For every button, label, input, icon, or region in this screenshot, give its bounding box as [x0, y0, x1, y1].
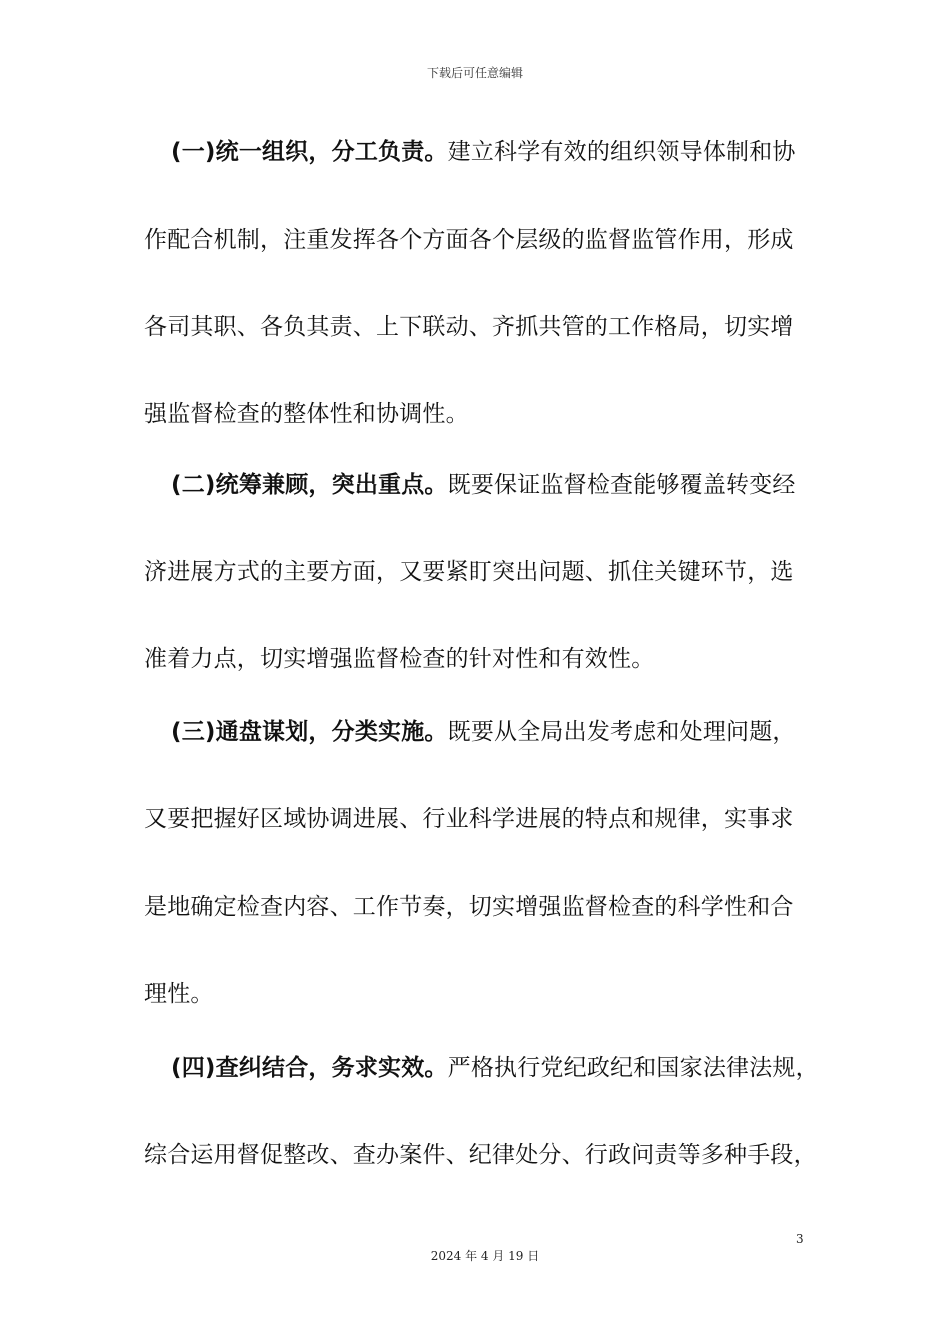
paragraph-4-line-2: 综合运用督促整改、查办案件、纪律处分、行政问责等多种手段，	[144, 1142, 817, 1168]
paragraph-3-line-2: 又要把握好区域协调进展、行业科学进展的特点和规律，实事求	[144, 806, 794, 832]
paragraph-3-line-1	[171, 710, 796, 754]
paragraph-2-line-2: 济进展方式的主要方面，又要紧盯突出问题、抓住关键环节，选	[144, 559, 794, 585]
paragraph-1-line-4: 强监督检查的整体性和协调性。	[144, 401, 469, 427]
paragraph-1-line-2: 作配合机制，注重发挥各个方面各个层级的监督监管作用，形成	[144, 227, 794, 253]
page-number: 3	[796, 1232, 804, 1246]
paragraph-3-line-4: 理性。	[144, 981, 214, 1007]
paragraph-2-line-3: 准着力点，切实增强监督检查的针对性和有效性。	[144, 646, 655, 672]
page-header: 下载后可任意编辑	[426, 66, 523, 80]
paragraph-2-heading: (二)统筹兼顾，突出重点。	[171, 472, 448, 498]
paragraph-4-heading: (四)查纠结合，务求实效。	[171, 1055, 448, 1081]
paragraph-1-line-3: 各司其职、各负其责、上下联动、齐抓共管的工作格局，切实增	[144, 314, 794, 340]
paragraph-2-line-1	[171, 463, 796, 507]
paragraph-1-text: 建立科学有效的组织领导体制和协	[447, 139, 796, 165]
paragraph-4-text: 严格执行党纪政纪和国家法律法规，	[447, 1055, 819, 1081]
paragraph-3-text: 既要从全局出发考虑和处理问题，	[447, 719, 796, 745]
paragraph-3-heading: (三)通盘谋划，分类实施。	[171, 719, 448, 745]
paragraph-3-line-3: 是地确定检查内容、工作节奏，切实增强监督检查的科学性和合	[144, 894, 794, 920]
paragraph-4-line-1	[171, 1046, 819, 1090]
footer-date: 2024 年 4 月 19 日	[430, 1249, 540, 1263]
paragraph-1-line-1	[171, 130, 796, 174]
paragraph-1-heading: (一)统一组织，分工负责。	[171, 139, 448, 165]
paragraph-2-text: 既要保证监督检查能够覆盖转变经	[447, 472, 796, 498]
